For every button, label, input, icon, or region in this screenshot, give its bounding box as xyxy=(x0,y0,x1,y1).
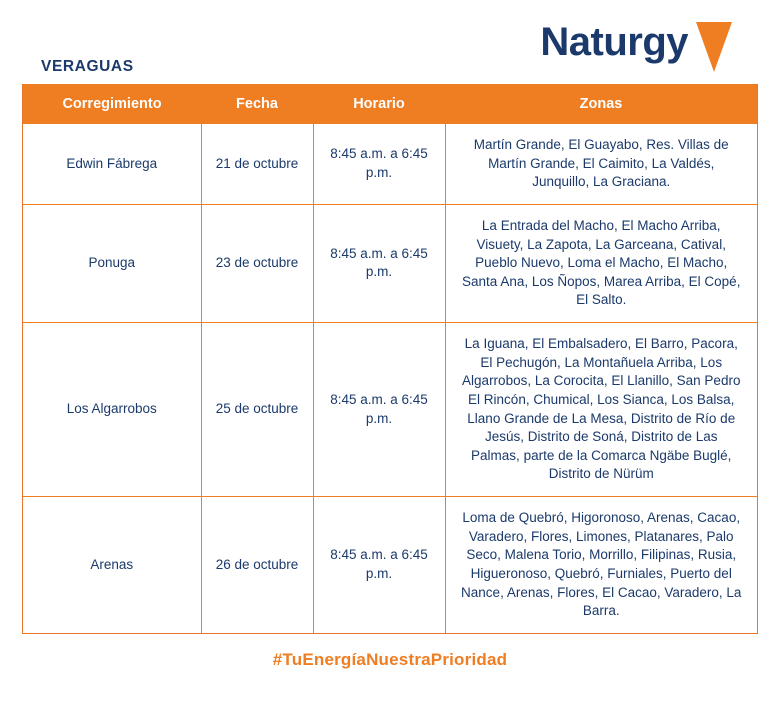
table-row xyxy=(23,124,757,204)
column-header-zonas: Zonas xyxy=(445,84,757,124)
cell-zonas: La Iguana, El Embalsadero, El Barro, Pacora, El Pechugón, La Montañuela Arriba, Los Algarrobos, La Corocita, El Llanillo, San Pedro El Rincón, Chumical, Los Sianca, Los Balsa, Llano Grande de La Mesa, Distrito de Río de Jesús, Distrito de Soná, Distrito de Las Palmas, parte de la Comarca Ngäbe Buglé, Distrito de Nürüm xyxy=(445,323,757,497)
cell-corregimiento: Los Algarrobos xyxy=(23,323,201,497)
table-body xyxy=(23,124,757,633)
table-row xyxy=(23,204,757,322)
cell-horario: 8:45 a.m. a 6:45 p.m. xyxy=(313,497,445,633)
cell-corregimiento: Edwin Fábrega xyxy=(23,124,201,204)
cell-horario: 8:45 a.m. a 6:45 p.m. xyxy=(313,124,445,204)
cell-corregimiento: Arenas xyxy=(23,497,201,633)
cell-zonas: Loma de Quebró, Higoronoso, Arenas, Cacao, Varadero, Flores, Limones, Platanares, Palo Seco, Malena Torio, Morrillo, Filipinas, Rusia, Higueronoso, Quebró, Furniales, Puerto del Nance, Arenas, Flores, El Cacao, Varadero, La Barra. xyxy=(445,497,757,633)
brand-wordmark: Naturgy xyxy=(540,20,688,64)
column-header-corregimiento: Corregimiento xyxy=(23,84,201,124)
cell-horario: 8:45 a.m. a 6:45 p.m. xyxy=(313,323,445,497)
cell-horario: 8:45 a.m. a 6:45 p.m. xyxy=(313,204,445,322)
cell-fecha: 26 de octubre xyxy=(201,497,313,633)
cell-fecha: 25 de octubre xyxy=(201,323,313,497)
schedule-table-container xyxy=(22,84,758,634)
column-header-fecha: Fecha xyxy=(201,84,313,124)
flame-icon xyxy=(692,20,736,83)
cell-fecha: 21 de octubre xyxy=(201,124,313,204)
cell-corregimiento: Ponuga xyxy=(23,204,201,322)
page-header xyxy=(0,0,780,74)
cell-fecha: 23 de octubre xyxy=(201,204,313,322)
naturgy-logo xyxy=(540,22,758,83)
page-title: VERAGUAS xyxy=(41,58,134,75)
schedule-table xyxy=(23,84,757,633)
cell-zonas: Martín Grande, El Guayabo, Res. Villas de Martín Grande, El Caimito, La Valdés, Junquillo, La Graciana. xyxy=(473,137,729,190)
table-header-row xyxy=(23,84,757,124)
table-row xyxy=(23,497,757,633)
footer-hashtag: #TuEnergíaNuestraPrioridad xyxy=(272,649,508,669)
table-row xyxy=(23,323,757,497)
table-header xyxy=(23,84,757,124)
column-header-horario: Horario xyxy=(313,84,445,124)
cell-zonas: La Entrada del Macho, El Macho Arriba, Visuety, La Zapota, La Garceana, Catival, Pueblo Nuevo, Loma el Macho, El Macho, Santa Ana, Los Ñopos, Marea Arriba, El Copé, El Salto. xyxy=(445,204,757,322)
